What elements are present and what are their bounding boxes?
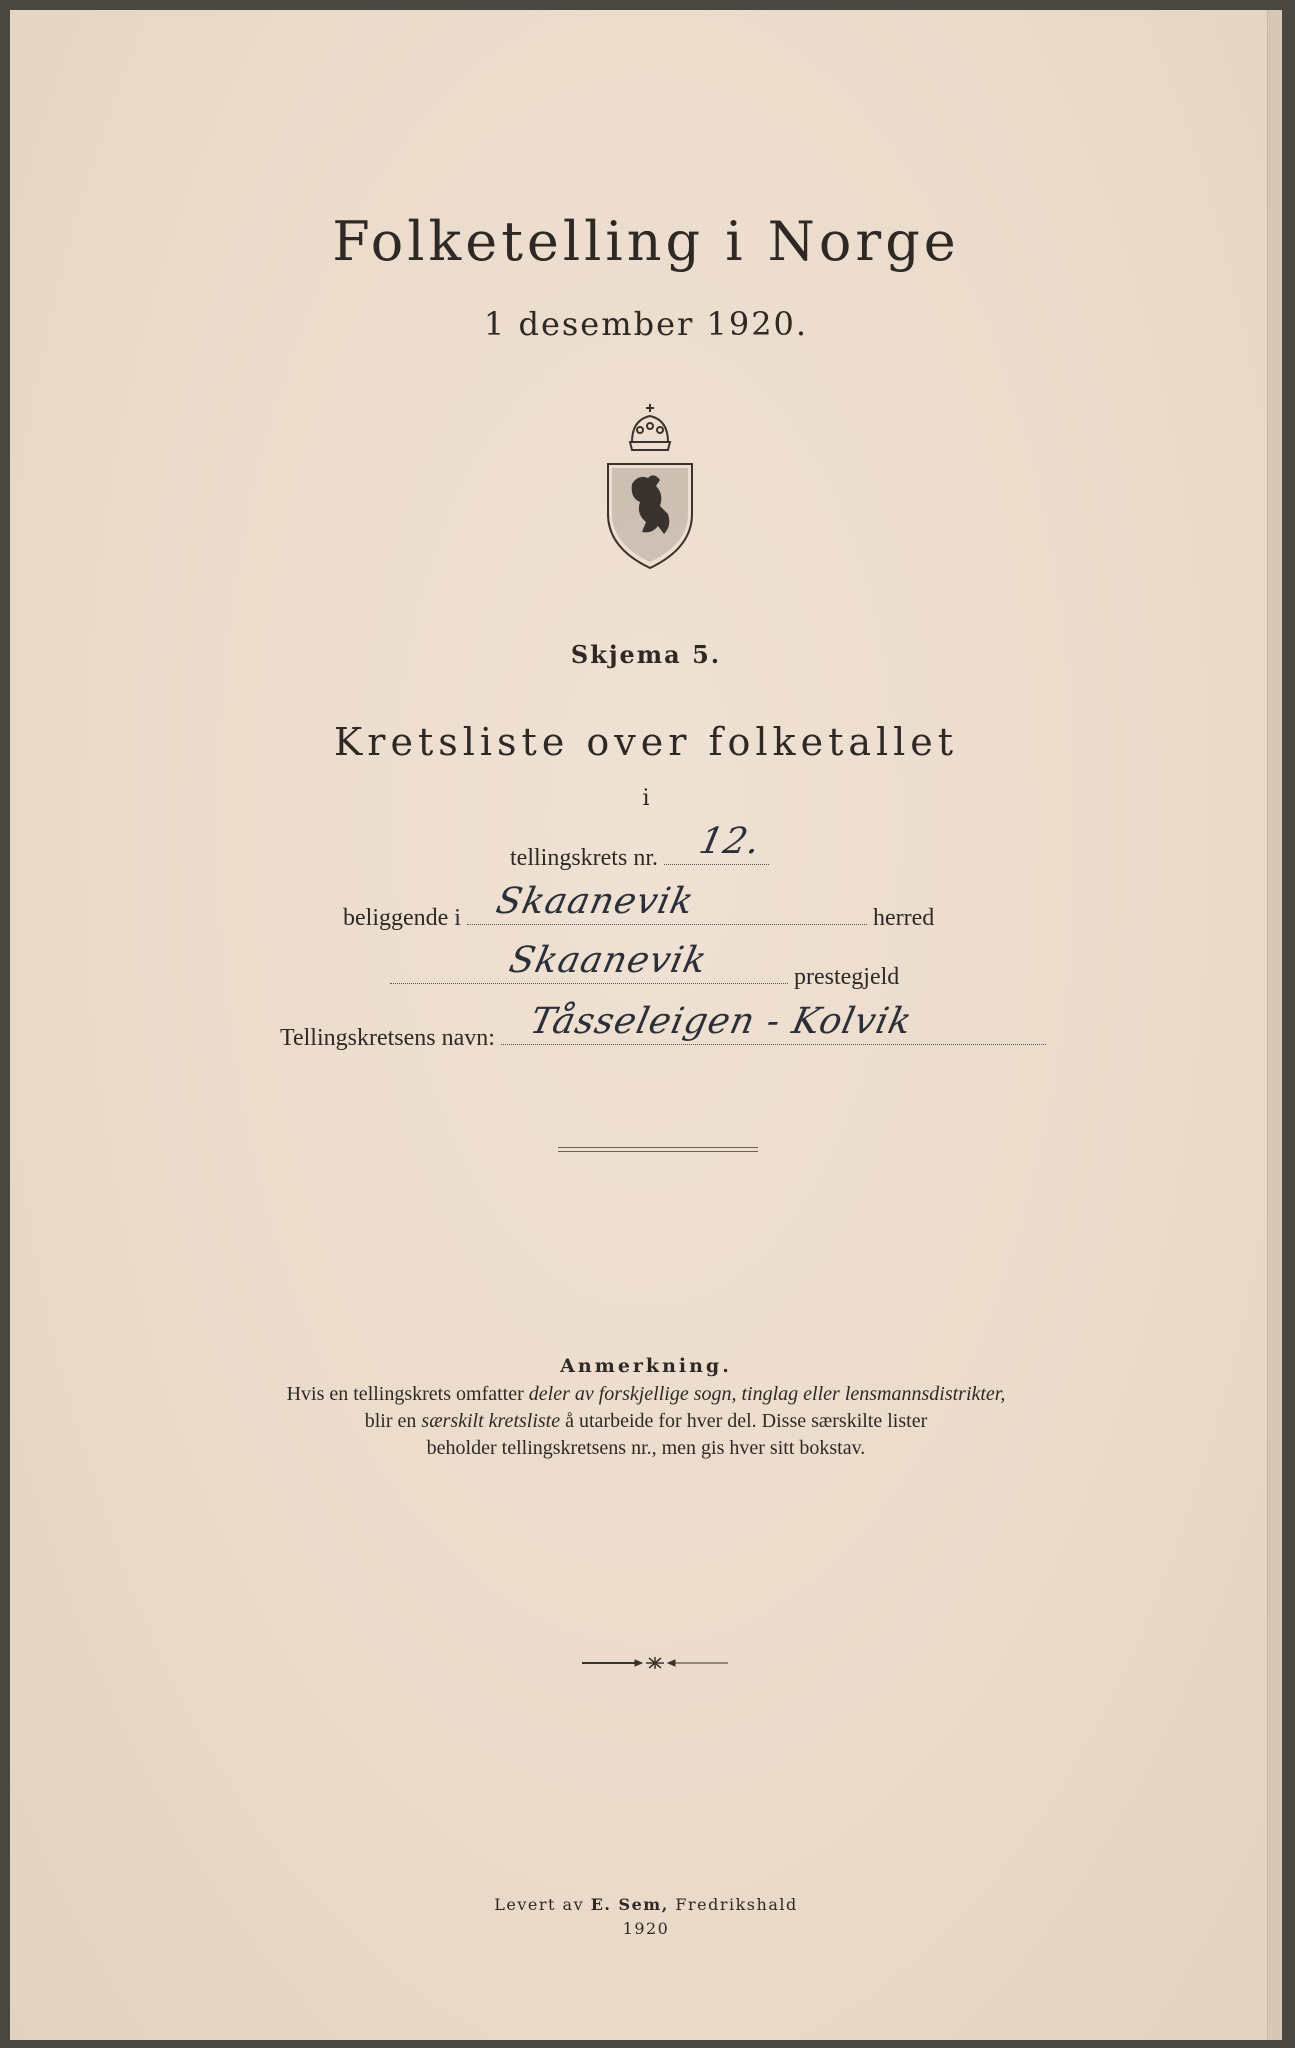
krets-field [664,821,769,865]
printer-year: 1920 [622,1919,670,1938]
form-heading: Kretsliste over folketallet [333,720,959,764]
document-title: Folketelling i Norge [332,210,960,273]
note-line-2 [10,1408,1282,1435]
printer-name: E. Sem, [590,1895,669,1914]
note-heading: Anmerkning. [560,1355,732,1377]
krets-row [510,821,769,872]
printer-place: Fredrikshald [668,1895,798,1914]
note-line-1-plain: Hvis en tellingskrets omfatter [286,1383,529,1405]
herred-field [467,881,867,925]
preposition: i [642,786,650,811]
navn-label: Tellingskretsens navn: [280,1025,495,1051]
printer-prefix: Levert av [494,1895,591,1914]
section-divider [558,1147,758,1152]
prestegjeld-label: prestegjeld [794,964,900,990]
printer-imprint [10,1893,1282,1941]
note-line-2-italic: særskilt kretsliste [421,1410,561,1432]
herred-row [343,881,935,932]
prestegjeld-row [390,940,900,991]
ornament-divider-icon [580,1655,730,1671]
printer-line [10,1893,1282,1917]
census-form-page [10,10,1282,2040]
krets-label: tellingskrets nr. [510,845,658,871]
prestegjeld-value: Skaanevik [505,940,711,981]
navn-field [501,1001,1046,1045]
herred-value: Skaanevik [492,881,698,922]
beliggende-label: beliggende i [343,905,461,931]
navn-value: Tåsseleigen - Kolvik [526,1001,916,1042]
note-line-1-italic: deler av forskjellige sogn, tinglag eller lensmannsdistrikter, [528,1383,1006,1405]
census-date: 1 desember 1920. [483,305,809,343]
coat-of-arms-icon [602,402,698,572]
note-line-1 [10,1381,1282,1408]
navn-row [280,1001,1046,1052]
note-line-2-plain-a: blir en [364,1410,422,1432]
note-text [10,1381,1282,1462]
note-line-2-plain-b: å utarbeide for hver del. Disse særskilte lister [560,1410,928,1432]
schema-number: Skjema 5. [570,640,722,669]
krets-value: 12. [695,821,765,862]
prestegjeld-field [390,940,788,984]
herred-label: herred [872,905,935,931]
note-line-3: beholder tellingskretsens nr., men gis hver sitt bokstav. [426,1437,866,1459]
